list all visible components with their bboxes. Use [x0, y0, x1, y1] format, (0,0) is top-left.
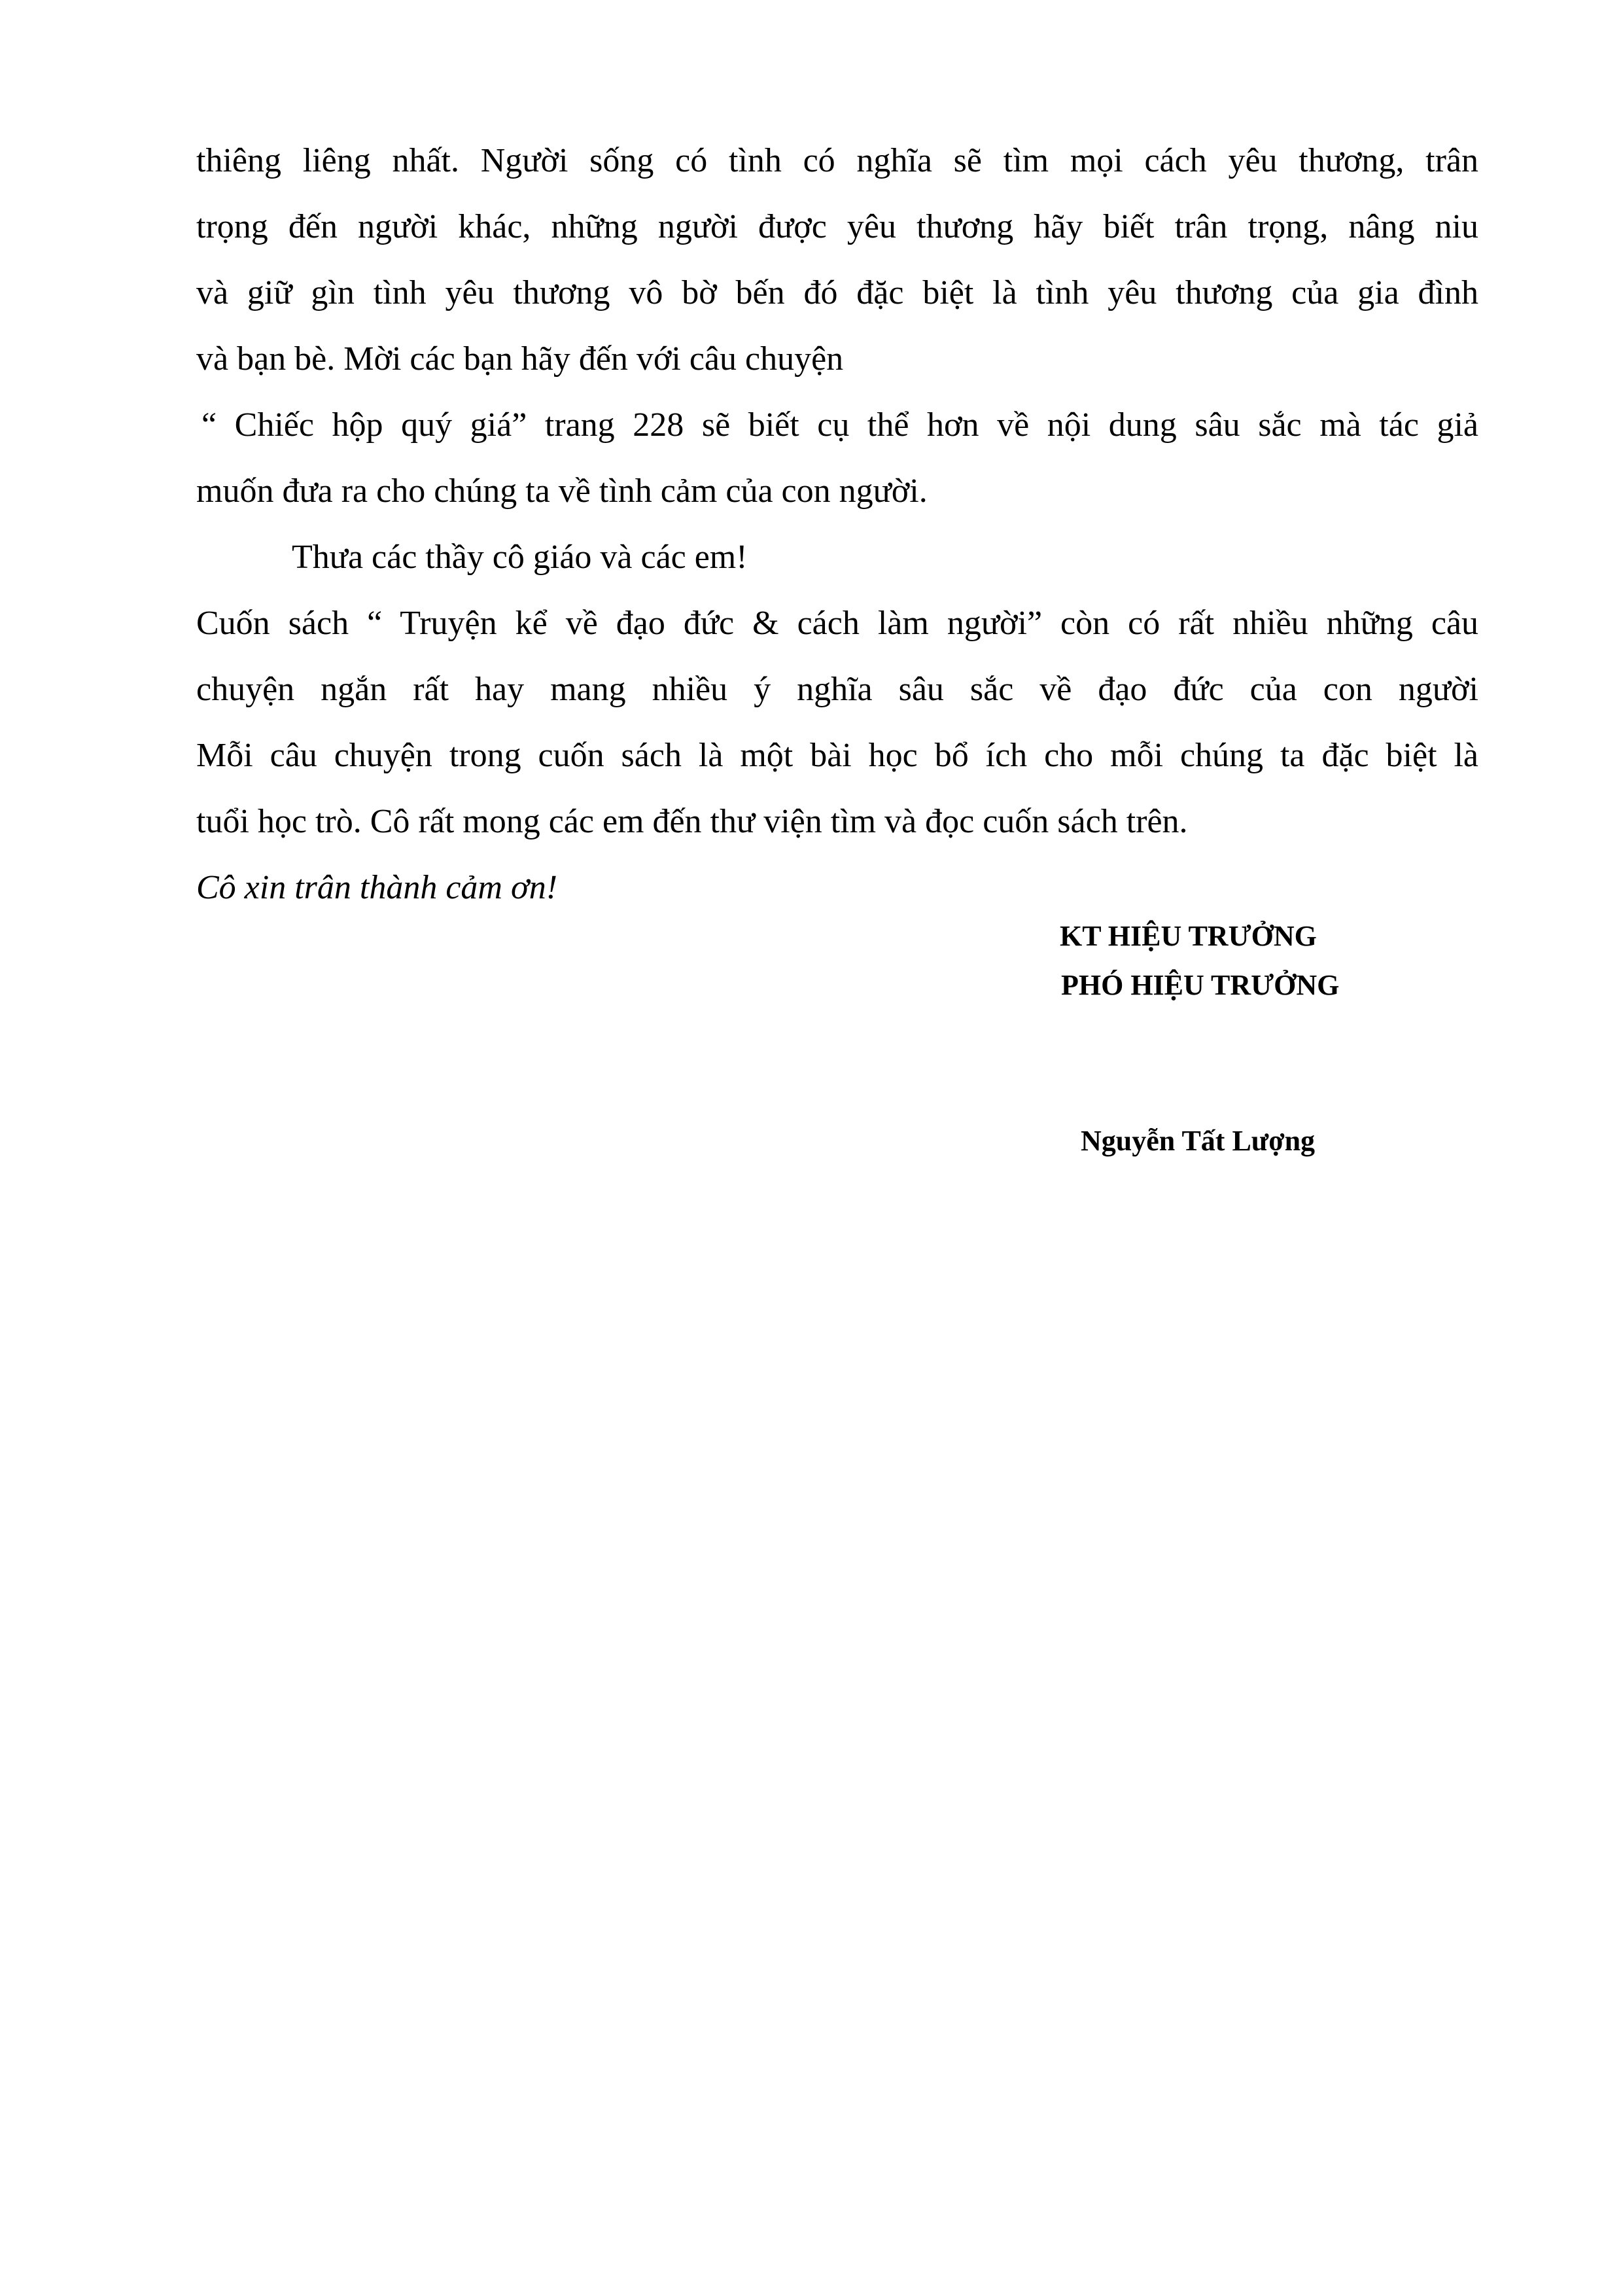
signatory-name: Nguyễn Tất Lượng	[1081, 1125, 1316, 1157]
paragraph-line: muốn đưa ra cho chúng ta về tình cảm của con người.	[196, 472, 928, 510]
closing-line: Cô xin trân thành cảm ơn!	[196, 869, 558, 906]
paragraph-line: Cuốn sách “ Truyện kể về đạo đức & cách làm người” còn có rất nhiều những câu	[196, 605, 1478, 642]
paragraph-line: Mỗi câu chuyện trong cuốn sách là một bài học bổ ích cho mỗi chúng ta đặc biệt là	[196, 737, 1478, 774]
paragraph-line: và bạn bè. Mời các bạn hãy đến với câu chuyện	[196, 340, 844, 378]
paragraph-line: tuổi học trò. Cô rất mong các em đến thư viện tìm và đọc cuốn sách trên.	[196, 803, 1188, 840]
signature-title-line2: PHÓ HIỆU TRƯỞNG	[1061, 969, 1340, 1001]
paragraph-line: thiêng liêng nhất. Người sống có tình có nghĩa sẽ tìm mọi cách yêu thương, trân	[196, 142, 1478, 179]
letter-body	[196, 128, 1478, 921]
greeting-line: Thưa các thầy cô giáo và các em!	[292, 539, 748, 576]
paragraph-line: chuyện ngắn rất hay mang nhiều ý nghĩa sâu sắc về đạo đức của con người	[196, 671, 1478, 708]
paragraph-line: và giữ gìn tình yêu thương vô bờ bến đó đặc biệt là tình yêu thương của gia đình	[196, 274, 1478, 311]
paragraph-line: trọng đến người khác, những người được yêu thương hãy biết trân trọng, nâng niu	[196, 208, 1478, 245]
paragraph-line: “ Chiếc hộp quý giá” trang 228 sẽ biết cụ thể hơn về nội dung sâu sắc mà tác giả	[201, 406, 1478, 444]
signature-title-line1: KT HIỆU TRƯỞNG	[1060, 920, 1317, 952]
